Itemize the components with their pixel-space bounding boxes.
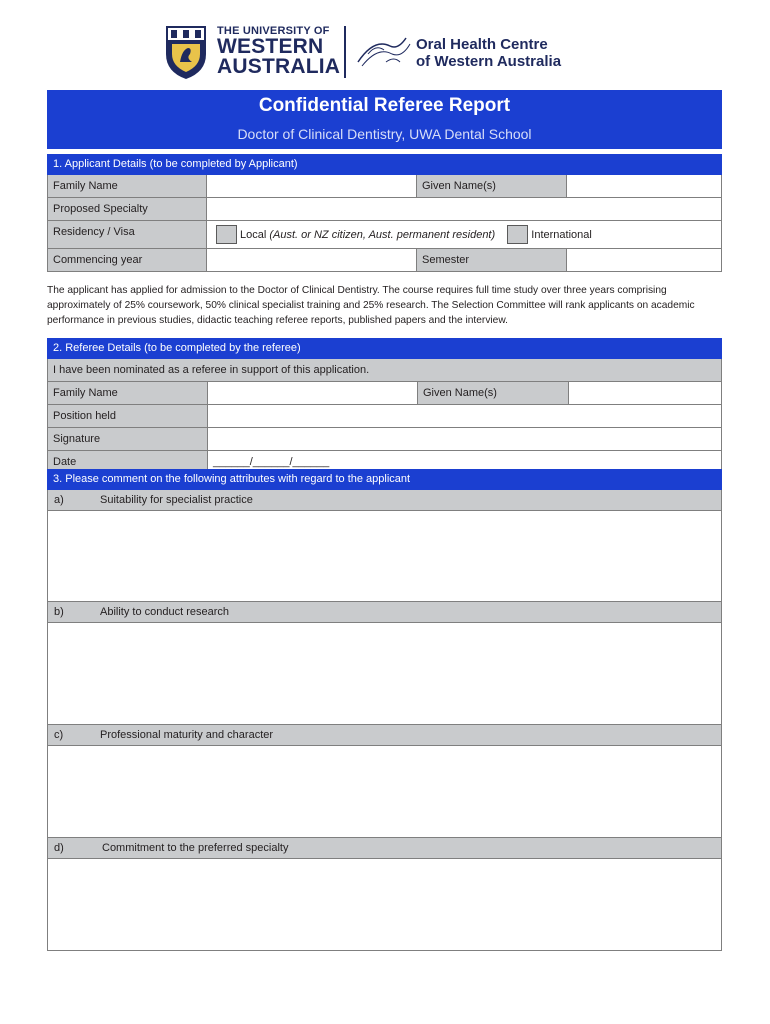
nominated-statement: I have been nominated as a referee in support of this application. [48, 359, 721, 381]
residency-row [47, 221, 722, 249]
logo-divider [344, 26, 346, 78]
referee-given-names-label: Given Name(s) [418, 382, 569, 404]
position-held-row [47, 405, 722, 428]
question-d-text: Commitment to the preferred specialty [102, 842, 289, 854]
semester-label: Semester [417, 249, 567, 271]
referee-name-row [47, 382, 722, 405]
date-field[interactable]: ______/______/______ [208, 451, 721, 473]
applicant-family-name-label: Family Name [48, 175, 207, 197]
question-d-header [47, 838, 722, 859]
question-a-text: Suitability for specialist practice [100, 494, 253, 506]
referee-family-name-field[interactable] [208, 382, 418, 404]
header-logos [162, 22, 582, 82]
residency-options [207, 221, 721, 248]
document-subtitle: Doctor of Clinical Dentistry, UWA Dental School [237, 126, 532, 142]
question-d-letter: d) [54, 842, 64, 854]
residency-label: Residency / Visa [48, 221, 207, 248]
section-1-heading: 1. Applicant Details (to be completed by Applicant) [47, 154, 722, 175]
signature-label: Signature [48, 428, 208, 450]
question-a-header [47, 490, 722, 511]
attributes-section [47, 469, 722, 951]
question-b-header [47, 602, 722, 623]
question-b-text: Ability to conduct research [100, 606, 230, 618]
local-note: (Aust. or NZ citizen, Aust. permanent resident) [269, 229, 496, 241]
question-b-answer[interactable] [47, 623, 722, 725]
referee-family-name-label: Family Name [48, 382, 208, 404]
question-c-text: Professional maturity and character [100, 729, 274, 741]
local-label: Local [240, 229, 267, 241]
international-label: International [531, 229, 592, 241]
applicant-family-name-field[interactable] [207, 175, 417, 197]
signature-row [47, 428, 722, 451]
question-c-header [47, 725, 722, 746]
commencing-year-label: Commencing year [48, 249, 207, 271]
uwa-line-3: AUSTRALIA [217, 55, 341, 78]
commencing-row [47, 249, 722, 272]
applicant-name-row [47, 175, 722, 198]
semester-field[interactable] [567, 249, 721, 271]
uwa-line-2: WESTERN [217, 35, 324, 58]
nominated-row [47, 359, 722, 382]
question-b-letter: b) [54, 606, 64, 618]
question-c-answer[interactable] [47, 746, 722, 838]
section-3-heading: 3. Please comment on the following attributes with regard to the applicant [47, 469, 722, 490]
referee-given-names-field[interactable] [569, 382, 721, 404]
date-label: Date [48, 451, 208, 473]
local-checkbox[interactable] [216, 225, 237, 244]
position-held-label: Position held [48, 405, 208, 427]
uwa-line-1: THE UNIVERSITY OF [217, 25, 330, 37]
ohc-wordmark [416, 36, 561, 70]
proposed-specialty-row [47, 198, 722, 221]
applicant-details-section [47, 154, 722, 272]
uwa-wordmark [217, 25, 340, 77]
international-checkbox[interactable] [507, 225, 528, 244]
question-a-answer[interactable] [47, 511, 722, 602]
applicant-given-names-field[interactable] [567, 175, 721, 197]
question-a-letter: a) [54, 494, 64, 506]
proposed-specialty-field[interactable] [207, 198, 721, 220]
signature-field[interactable] [208, 428, 721, 450]
commencing-year-field[interactable] [207, 249, 417, 271]
uwa-crest-icon [162, 24, 210, 80]
proposed-specialty-label: Proposed Specialty [48, 198, 207, 220]
position-held-field[interactable] [208, 405, 721, 427]
question-d-answer[interactable] [47, 859, 722, 951]
ohc-line-2: of Western Australia [416, 53, 562, 70]
question-c-letter: c) [54, 729, 64, 741]
intro-paragraph: The applicant has applied for admission to the Doctor of Clinical Dentistry. The course requires full time study over three years comprising approximately of 25% coursework, 50% clinical specialist training and 25% research. The Selection Committee will rank applicants on academic performance in previous studies, didactic teaching referee reports, published papers and the interview. [47, 285, 695, 326]
document-title: Confidential Referee Report [258, 95, 511, 116]
title-banner [47, 90, 722, 149]
section-2-heading: 2. Referee Details (to be completed by the referee) [47, 338, 722, 359]
ohc-line-1: Oral Health Centre [416, 36, 548, 53]
referee-details-section [47, 338, 722, 474]
applicant-given-names-label: Given Name(s) [417, 175, 567, 197]
ohc-swirl-icon [356, 32, 412, 70]
